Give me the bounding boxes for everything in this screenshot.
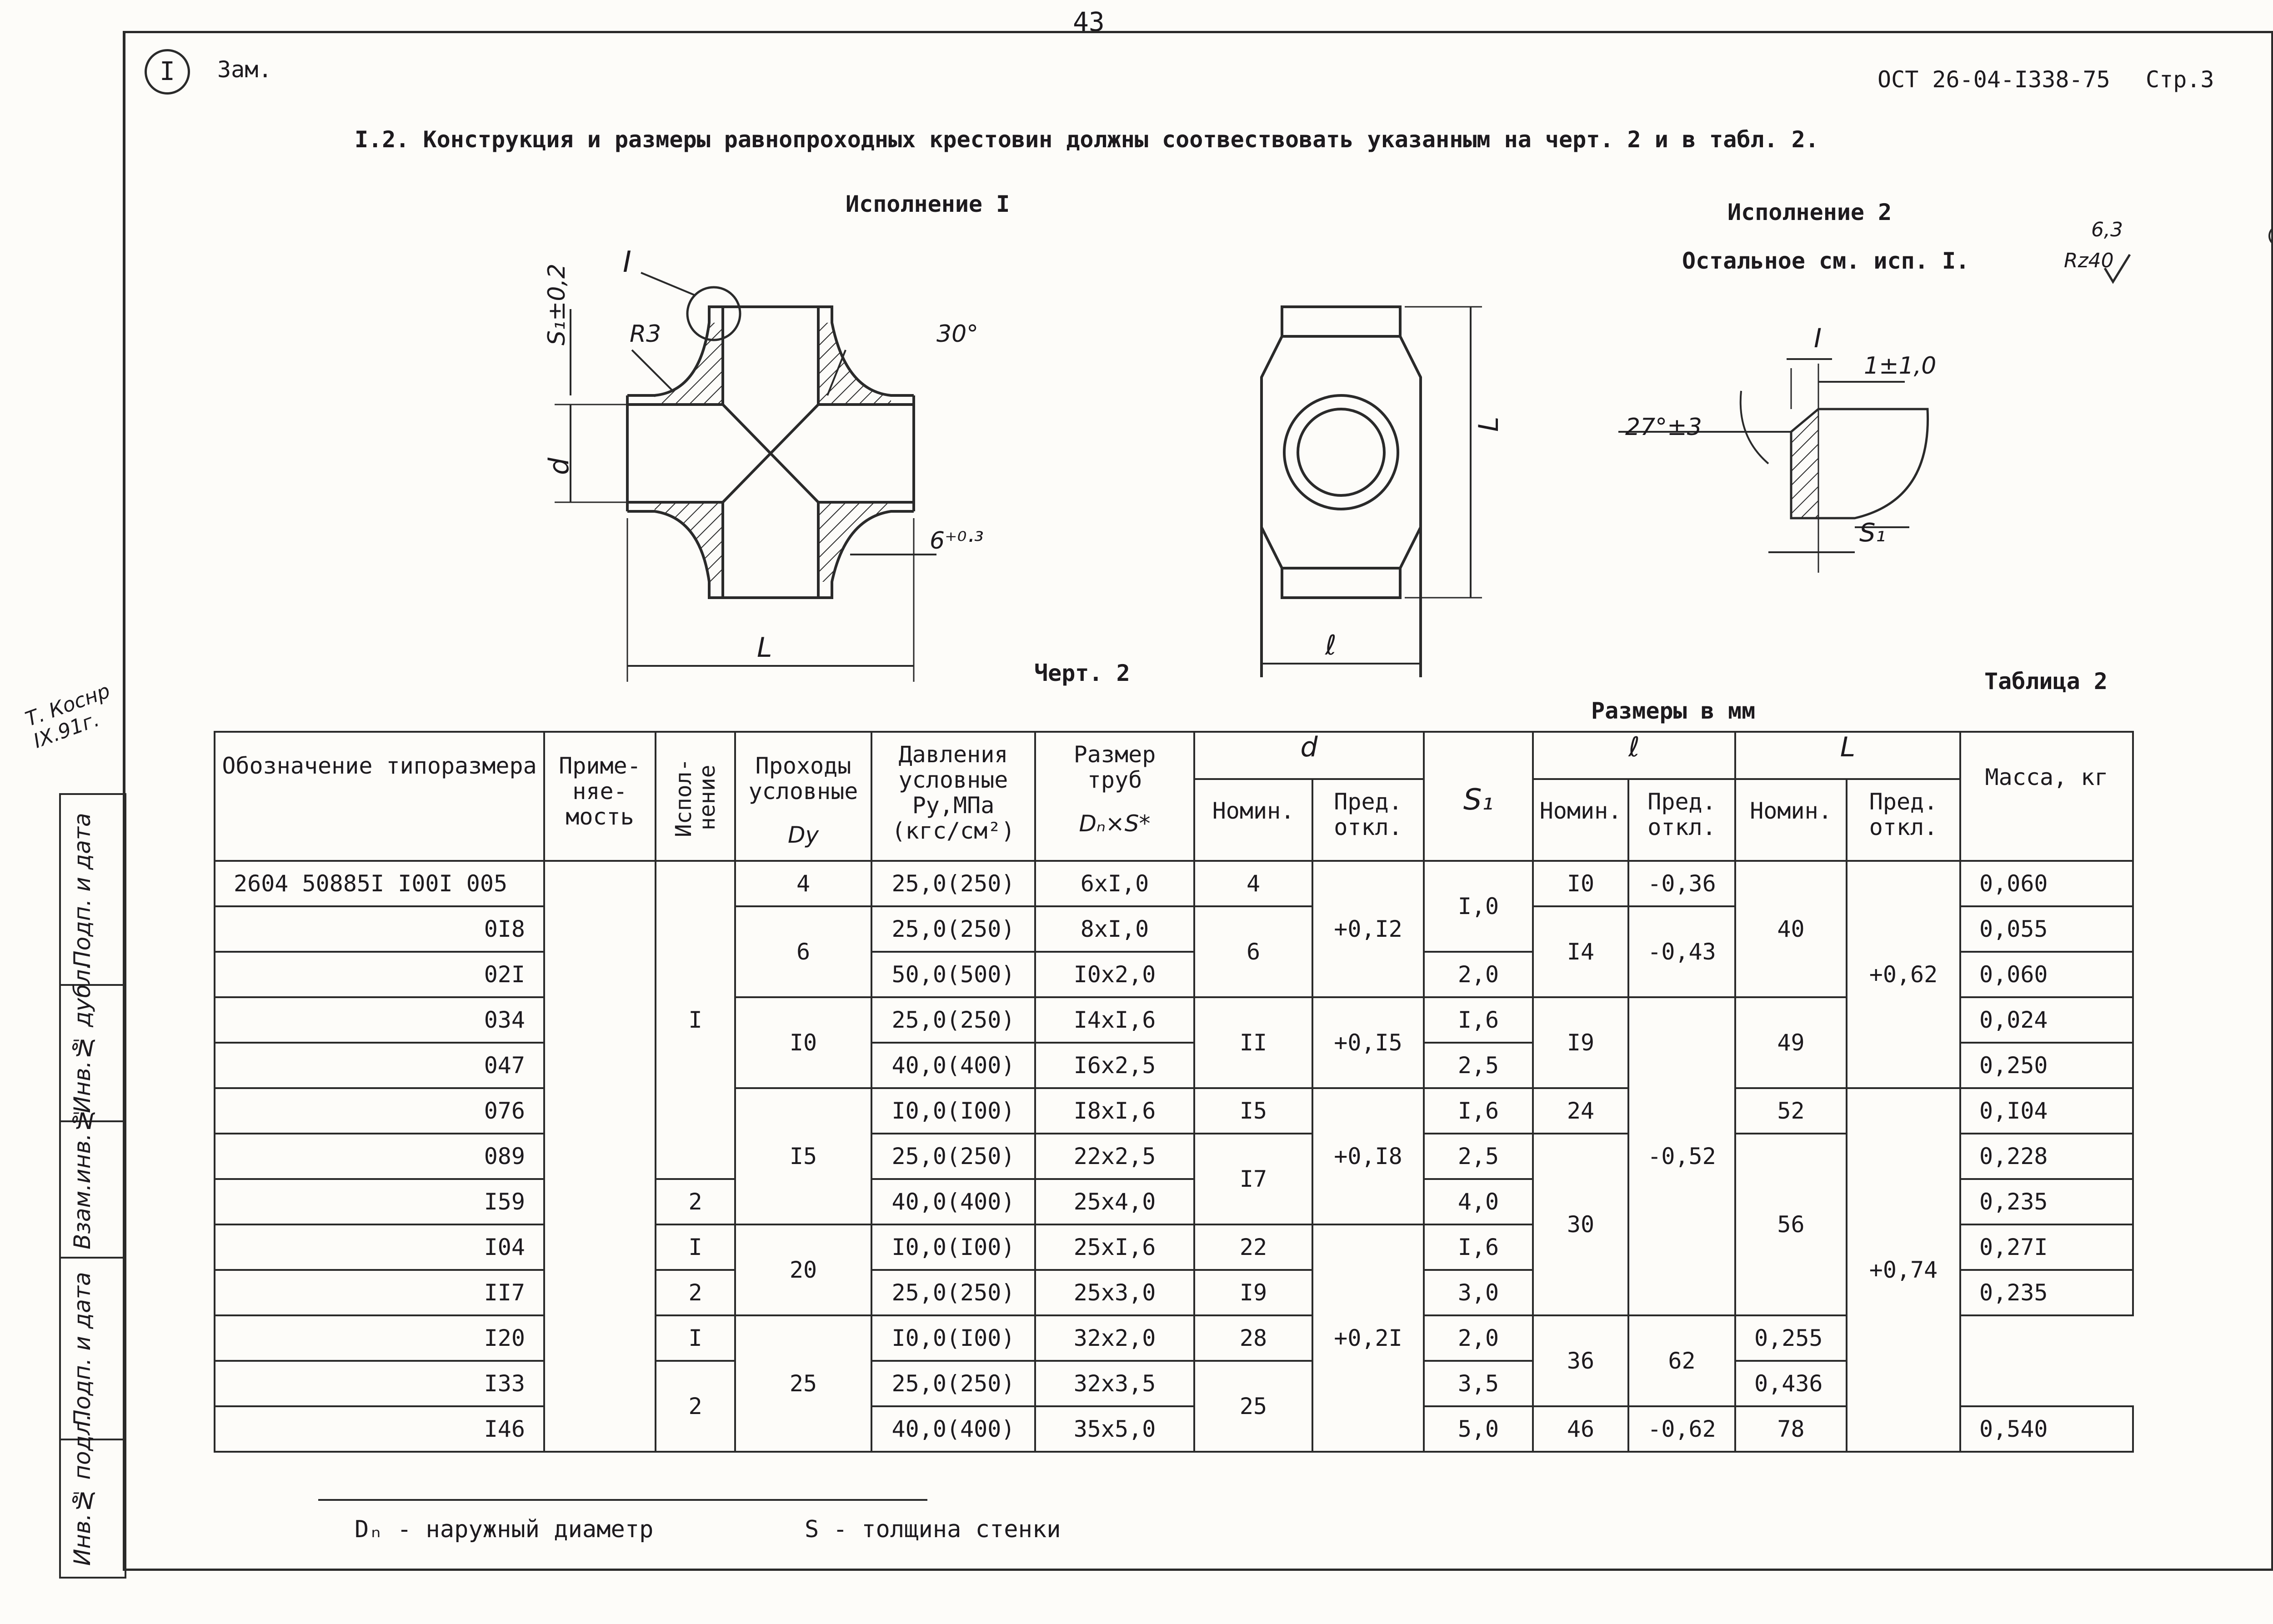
table-cell: 5,0: [1424, 1406, 1533, 1452]
col-d-nom: Номин.: [1194, 779, 1312, 861]
b-dim-label: 6⁺⁰·³: [930, 527, 984, 555]
table-cell: I0,0(I00): [871, 1315, 1035, 1361]
table-cell: 40,0(400): [871, 1406, 1035, 1452]
table-cell: 0,250: [1960, 1043, 2133, 1088]
table-cell: 034: [215, 997, 544, 1043]
table-cell: -0,62: [1628, 1406, 1735, 1452]
table-cell: 28: [1194, 1315, 1312, 1361]
roughness-check-icon: [2105, 255, 2132, 286]
table-cell: 32x2,0: [1035, 1315, 1194, 1361]
footnote-rule: [318, 1499, 927, 1501]
col-s1: S₁: [1424, 732, 1533, 861]
table-cell: +0,I2: [1312, 861, 1424, 997]
table-cell: I0x2,0: [1035, 952, 1194, 997]
table-cell: 0,060: [1960, 952, 2133, 997]
table-cell: 52: [1735, 1088, 1847, 1134]
table-cell: 36: [1533, 1315, 1628, 1406]
table-cell: 047: [215, 1043, 544, 1088]
col-designation: Обозначение типоразмера: [215, 732, 544, 861]
page-number: 43: [1073, 6, 1105, 37]
table-cell: I8xI,6: [1035, 1088, 1194, 1134]
table-cell: 2: [656, 1179, 735, 1224]
change-label: Зам.: [217, 56, 272, 83]
table-cell: 25,0(250): [871, 1134, 1035, 1179]
table-cell: 49: [1735, 997, 1847, 1088]
table-cell: 2: [656, 1270, 735, 1315]
intro-paragraph: I.2. Конструкция и размеры равнопроходных крестовин должны соотвествовать указанным на черт. 2 и в табл. 2.: [355, 126, 1819, 153]
table-row: [215, 1406, 2133, 1452]
drawing-caption: Черт. 2: [1034, 660, 1130, 686]
table-cell: +0,I5: [1312, 997, 1424, 1088]
l-bottom-label: ℓ: [1325, 630, 1337, 661]
table-cell: -0,43: [1628, 906, 1735, 997]
table-cell: 0,055: [1960, 906, 2133, 952]
table-cell: -0,36: [1628, 861, 1735, 906]
variant-1-title: Исполнение I: [846, 191, 1010, 217]
table-cell: +0,2I: [1312, 1224, 1424, 1452]
table-cell: 25x3,0: [1035, 1270, 1194, 1315]
col-group-L: L: [1735, 732, 1960, 779]
strip-orig-inv: Инв.№ подл.: [69, 1413, 95, 1566]
footnote-wall-thickness: S - толщина стенки: [805, 1516, 1061, 1543]
table-cell: I04: [215, 1224, 544, 1270]
footnote-outer-diameter: Dₙ - наружный диаметр: [355, 1516, 654, 1543]
table-cell: I0: [1533, 861, 1628, 906]
table-cell: 0,228: [1960, 1134, 2133, 1179]
L-bottom-label: L: [757, 632, 772, 664]
table-caption: Таблица 2: [1984, 668, 2108, 695]
table-cell: 0,540: [1960, 1406, 2133, 1452]
col-execution: Испол- нение: [656, 732, 735, 861]
cross-section-drawing: [536, 245, 973, 682]
table-row: [215, 1315, 2133, 1361]
col-pressure: Давления условные Ру,МПа (кгс/см²): [871, 732, 1035, 861]
sheet-number: Стр.3: [2146, 66, 2214, 93]
table-cell: 0,235: [1960, 1179, 2133, 1224]
table-cell: 25,0(250): [871, 861, 1035, 906]
table-cell: 0,024: [1960, 997, 2133, 1043]
variant-2-note: Остальное см. исп. I.: [1682, 248, 1970, 274]
dimensions-table: [214, 731, 2134, 1453]
col-l-dev: Пред. откл.: [1628, 779, 1735, 861]
table-cell: 2,5: [1424, 1134, 1533, 1179]
table-cell: I9: [1533, 997, 1628, 1088]
table-cell: 6xI,0: [1035, 861, 1194, 906]
table-cell: 20: [735, 1224, 871, 1315]
table-cell: 6: [735, 906, 871, 997]
table-cell: 0,060: [1960, 861, 2133, 906]
table-cell: 0I8: [215, 906, 544, 952]
d-label: d: [543, 457, 575, 475]
table-cell: 076: [215, 1088, 544, 1134]
units-caption: Размеры в мм: [1591, 698, 1756, 724]
margin-handwritten-note: Т. Коснр IX.91г.: [22, 679, 113, 753]
strip-sign-date-2: Подп. и дата: [69, 1272, 95, 1427]
col-group-d: d: [1194, 732, 1424, 779]
table-cell: 25,0(250): [871, 1270, 1035, 1315]
table-cell: I0,0(I00): [871, 1224, 1035, 1270]
table-cell: 40: [1735, 861, 1847, 997]
table-cell: 32x3,5: [1035, 1361, 1194, 1406]
table-cell: 25,0(250): [871, 1361, 1035, 1406]
table-cell: II: [1194, 997, 1312, 1088]
L-side-label: L: [1473, 416, 1505, 432]
col-L-dev: Пред. откл.: [1847, 779, 1960, 861]
detail-label: I: [1814, 323, 1822, 354]
change-mark: I: [145, 49, 190, 95]
table-cell: I5: [1194, 1088, 1312, 1134]
table-row: [215, 1134, 2133, 1179]
table-cell: I46: [215, 1406, 544, 1452]
table-cell: 0,235: [1960, 1270, 2133, 1315]
table-cell: I6x2,5: [1035, 1043, 1194, 1088]
col-L-nom: Номин.: [1735, 779, 1847, 861]
table-cell: 4: [735, 861, 871, 906]
table-cell: 4: [1194, 861, 1312, 906]
table-cell: -0,52: [1628, 997, 1735, 1315]
table-row: [215, 1088, 2133, 1134]
col-passage: Проходы условные Dy: [735, 732, 871, 861]
s1-tolerance-label: S₁±0,2: [543, 263, 571, 345]
table-cell: I9: [1194, 1270, 1312, 1315]
table-cell: 2,0: [1424, 1315, 1533, 1361]
table-cell: 2,5: [1424, 1043, 1533, 1088]
table-cell: 089: [215, 1134, 544, 1179]
table-cell: II7: [215, 1270, 544, 1315]
table-cell: 56: [1735, 1134, 1847, 1315]
table-cell: 8xI,0: [1035, 906, 1194, 952]
table-cell: I,6: [1424, 997, 1533, 1043]
table-cell: I20: [215, 1315, 544, 1361]
table-cell: 22x2,5: [1035, 1134, 1194, 1179]
table-cell: 22: [1194, 1224, 1312, 1270]
col-mass: Масса, кг: [1960, 732, 2133, 861]
table-cell: +0,62: [1847, 861, 1960, 1088]
archive-strip: [59, 793, 126, 1579]
tolerance-1-label: 1±1,0: [1864, 352, 1937, 380]
detail-callout-label: I: [623, 245, 631, 279]
table-cell: I: [656, 1224, 735, 1270]
variant-2-title: Исполнение 2: [1727, 199, 1892, 225]
roughness-value: 6,3: [2091, 218, 2123, 241]
table-cell: 02I: [215, 952, 544, 997]
table-cell: 25,0(250): [871, 997, 1035, 1043]
table-cell: 46: [1533, 1406, 1628, 1452]
table-cell: 6: [1194, 906, 1312, 997]
table-cell: 50,0(500): [871, 952, 1035, 997]
table-cell: 35x5,0: [1035, 1406, 1194, 1452]
table-cell: 25xI,6: [1035, 1224, 1194, 1270]
table-cell: I7: [1194, 1134, 1312, 1224]
table-cell: 2604 50885I I00I 005: [215, 861, 544, 906]
strip-dup-inv: Инв.№ дубл.: [69, 962, 95, 1113]
table-cell: I5: [735, 1088, 871, 1224]
radius-label: R3: [630, 320, 661, 348]
table-cell: 0,I04: [1960, 1088, 2133, 1134]
table-cell: 40,0(400): [871, 1043, 1035, 1088]
roughness-symbol: Rz40: [2064, 249, 2114, 272]
col-group-l: ℓ: [1533, 732, 1735, 779]
table-cell: I,6: [1424, 1224, 1533, 1270]
col-pipe: Размер труб Dₙ×S*: [1035, 732, 1194, 861]
table-cell: I: [656, 1315, 735, 1361]
table-cell: I,6: [1424, 1088, 1533, 1134]
table-cell: 4,0: [1424, 1179, 1533, 1224]
table-cell: I4xI,6: [1035, 997, 1194, 1043]
side-view-drawing: [1255, 305, 1509, 682]
table-cell: 25x4,0: [1035, 1179, 1194, 1224]
table-cell: 62: [1628, 1315, 1735, 1406]
table-cell: I0: [735, 997, 871, 1088]
table-cell: I,0: [1424, 861, 1533, 952]
strip-replace-inv: Взам.инв.№: [69, 1107, 95, 1249]
table-cell: 24: [1533, 1088, 1628, 1134]
standard-number: ОСТ 26-04-I338-75: [1877, 66, 2110, 93]
angle-27-label: 27°±3: [1625, 414, 1702, 441]
table-cell: 30: [1533, 1134, 1628, 1315]
col-l-nom: Номин.: [1533, 779, 1628, 861]
table-row: [215, 997, 2133, 1043]
table-cell: 2,0: [1424, 952, 1533, 997]
table-cell: 0,255: [1735, 1315, 1847, 1361]
angle-30-label: 30°: [936, 320, 979, 348]
strip-sign-date-1: Подп. и дата: [69, 813, 95, 968]
col-d-dev: Пред. откл.: [1312, 779, 1424, 861]
s1-detail-label: S₁: [1859, 518, 1886, 548]
table-cell: 3,5: [1424, 1361, 1533, 1406]
table-row: [215, 861, 2133, 906]
table-cell: 25: [735, 1315, 871, 1452]
table-cell: I4: [1533, 906, 1628, 997]
table-row: [215, 1361, 2133, 1406]
table-cell: I: [656, 861, 735, 1179]
table-cell: +0,I8: [1312, 1088, 1424, 1224]
table-cell: 3,0: [1424, 1270, 1533, 1315]
table-cell: I59: [215, 1179, 544, 1224]
table-cell: +0,74: [1847, 1088, 1960, 1452]
table-cell: I0,0(I00): [871, 1088, 1035, 1134]
table-cell: 78: [1735, 1406, 1847, 1452]
table-cell: [544, 861, 656, 1452]
table-cell: 2: [656, 1361, 735, 1452]
table-cell: 0,436: [1735, 1361, 1847, 1406]
table-cell: 25,0(250): [871, 906, 1035, 952]
table-cell: I33: [215, 1361, 544, 1406]
table-cell: 0,27I: [1960, 1224, 2133, 1270]
col-applicability: Приме- няе- мость: [544, 732, 656, 861]
table-cell: 25: [1194, 1361, 1312, 1452]
table-cell: 40,0(400): [871, 1179, 1035, 1224]
